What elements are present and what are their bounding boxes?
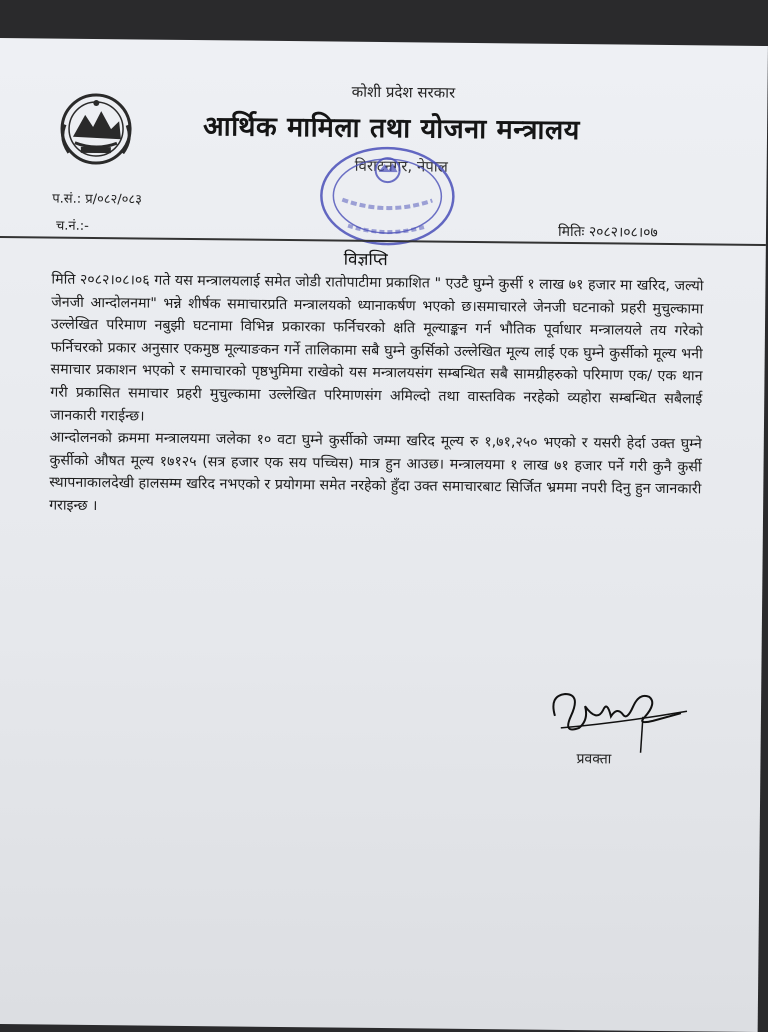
office-seal-stamp xyxy=(314,137,461,255)
notice-body xyxy=(49,269,704,524)
government-name: कोशी प्रदेश सरकार xyxy=(351,82,456,102)
reference-number: प.सं.: प्र/०८२/०८३ xyxy=(52,191,143,208)
notice-paragraph-2: आन्दोलनको क्रममा मन्त्रालयमा जलेका १० वटा घुम्ने कुर्सीको जम्मा खरिद मूल्य रु १,७१,२५० भएको र यसरी हेर्दा उक्त घुम्ने कुर्सीको औषत मूल्य १७१२५ (सत्र हजार एक सय पच्चिस) मात्र हुन आउछ। मन्त्रालयमा १ लाख ७१ हजार पर्ने गरी कुनै कुर्सी स्थापनाकालदेखी हालसम्म खरिद नभएको र प्रयोगमा समेत नरहेको हुँदा उक्त समाचारबाट सिर्जित भ्रममा नपरी दिनु हुन जानकारी गराइन्छ । xyxy=(49,429,702,514)
notice-paragraph-1: मिति २०८२।०८।०६ गते यस मन्त्रालयलाई समेत जोडी रातोपाटीमा प्रकाशित " एउटै घुम्ने कुर्सी १ लाख ७१ हजार मा खरिद, जल्यो जेनजी आन्दोलनमा" भन्ने शीर्षक समाचारप्रति मन्त्रालयको ध्यानाकर्षण भएको छ।समाचारले जेनजी घटनाको प्रहरी मुचुल्कामा उल्लेखित परिमाण नबुझी घटनामा विभिन्न प्रकारका फर्निचरको क्षति मूल्याङ्कन गर्न भौतिक पूर्वाधार मन्त्रालयले तय गरेको फर्निचरको प्रकार अनुसार एकमुष्ठ मूल्याङकन गर्ने तालिकामा सबै घुम्ने कुर्सिको उल्लेखित मूल्य लाई एक घुम्ने कुर्सीको मूल्य भनी समाचार प्रकाशन भएको र समाचारको पृष्ठभुमिमा राखेको यस मन्त्रालयसंग सम्बन्धित सबै सामग्रीहरुको परिमाण एक/ एक थान गरी प्रकासित समाचार प्रहरी मुचुल्कामा उल्लेखित परिमाणसंग अमिल्दो तथा वास्तविक नरहेको व्यहोरा सम्बन्धित सबैलाई जानकारी गराईन्छ। xyxy=(49,271,704,425)
ministry-title: आर्थिक मामिला तथा योजना मन्त्रालय xyxy=(202,111,581,147)
notice-title: विज्ञप्ति xyxy=(343,249,388,271)
signatory-designation: प्रवक्ता xyxy=(576,751,612,768)
ministry-location: विराटनगर, नेपाल xyxy=(354,156,448,176)
handwritten-signature xyxy=(541,676,692,758)
national-emblem-icon xyxy=(51,89,142,170)
document-date: मितिः २०८२।०८।०७ xyxy=(557,223,658,241)
dispatch-number: च.नं.:- xyxy=(55,218,89,234)
document-sheet xyxy=(0,38,768,1032)
